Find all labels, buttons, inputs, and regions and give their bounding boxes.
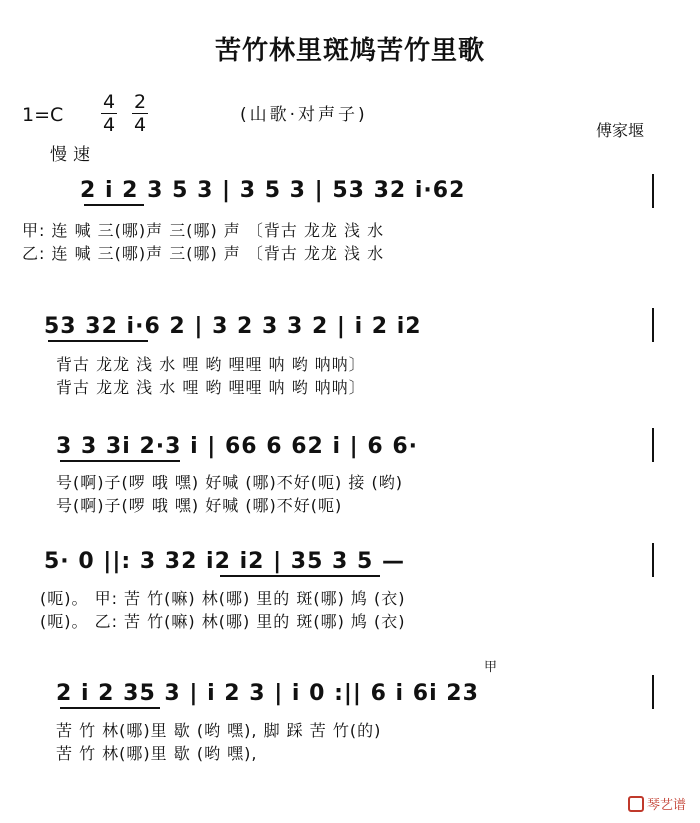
composer: 傅家堰: [596, 121, 645, 140]
time-signature-2-4: [132, 92, 148, 135]
ts-bottom: 4: [102, 114, 116, 136]
lyrics-line-2b: 背古 龙龙 浅 水 哩 哟 哩哩 呐 哟 呐呐〕: [56, 378, 366, 397]
lyrics-line-3a: 号(啊)子(啰 哦 嘿) 好喊 (哪)不好(呃) 接 (哟): [56, 473, 403, 492]
lyrics-line-1a: 甲: 连 喊 三(哪)声 三(哪) 声 〔背古 龙龙 浅 水: [22, 221, 385, 240]
lyrics-line-4a: (呃)。 甲: 苦 竹(嘛) 林(哪) 里的 斑(哪) 鸠 (衣): [40, 589, 406, 608]
notation-line-5: 2 i 2 35 3 | i 2 3 | i 0 :|| 6 i 6i 23: [56, 681, 479, 706]
notation-line-1: 2 i 2 3 5 3 | 3 5 3 | 53 32 i·62: [80, 178, 466, 203]
notation-line-2: 53 32 i·6 2 | 3 2 3 3 2 | i 2 i2: [44, 314, 422, 339]
subtitle: (山歌·对声子): [240, 105, 368, 125]
lyrics-line-4b: (呃)。 乙: 苦 竹(嘛) 林(哪) 里的 斑(哪) 鸠 (衣): [40, 612, 406, 631]
lyrics-line-5b: 苦 竹 林(哪)里 歇 (哟 嘿),: [56, 744, 258, 763]
key-signature: 1=C: [22, 104, 64, 126]
notation-line-4: 5· 0 ||: 3 32 i2 i2 | 35 3 5 —: [44, 549, 405, 574]
ts-top: 2: [133, 91, 147, 113]
notation-line-3: 3 3 3i 2·3 i | 66 6 62 i | 6 6·: [56, 434, 419, 459]
tempo-marking: 慢速: [50, 145, 96, 165]
lyrics-line-5a: 苦 竹 林(哪)里 歇 (哟 嘿), 脚 踩 苦 竹(的): [56, 721, 382, 740]
score-title: 苦竹林里斑鸠苦竹里歌: [214, 36, 485, 66]
watermark-logo: [628, 794, 686, 813]
section-marker: 甲: [484, 660, 499, 675]
lyrics-line-3b: 号(啊)子(啰 哦 嘿) 好喊 (哪)不好(呃): [56, 496, 343, 515]
ts-top: 4: [102, 91, 116, 113]
lyrics-line-2a: 背古 龙龙 浅 水 哩 哟 哩哩 呐 哟 呐呐〕: [56, 355, 366, 374]
watermark-text: 琴艺谱: [646, 798, 686, 813]
time-signature-4-4: [101, 92, 117, 135]
ts-bottom: 4: [133, 114, 147, 136]
lyrics-line-1b: 乙: 连 喊 三(哪)声 三(哪) 声 〔背古 龙龙 浅 水: [22, 244, 385, 263]
logo-icon: [628, 796, 644, 812]
